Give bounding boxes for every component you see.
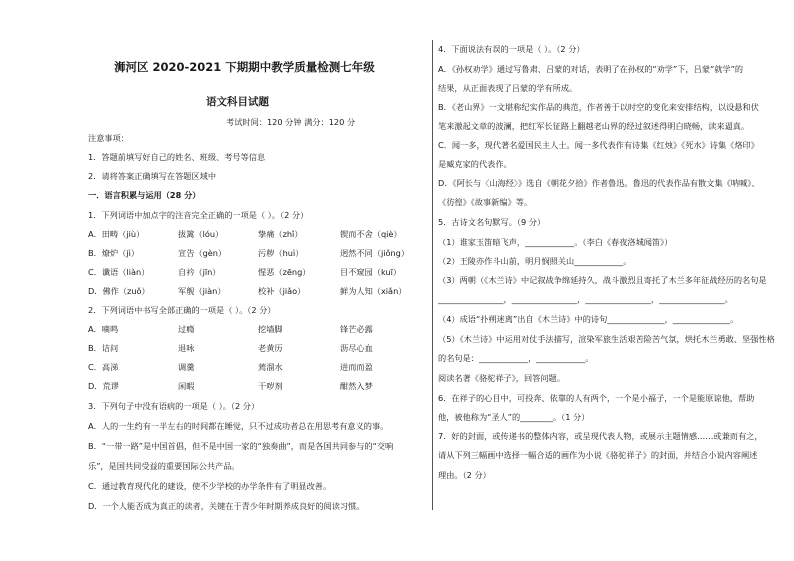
option-line: 结果，从正面表现了吕蒙的学有所成。 — [438, 83, 578, 93]
option-item: 过瘾 — [178, 324, 195, 334]
option-line: D．《阿长与〈山海经〉》选自《朝花夕拾》作者鲁迅。鲁迅的代表作品有散文集《呐喊》、 — [438, 178, 760, 188]
option-item: 锲而不舍（qiè） — [340, 229, 402, 239]
option-item: 迥然不同（jiǒng） — [340, 248, 410, 258]
option-item: D．荒谬 — [88, 381, 119, 391]
option-line: 乐”，是国共同受益的重要国际公共产品。 — [88, 461, 240, 471]
option-item: 宣告（gèn） — [178, 248, 227, 258]
option-line: 笔来激起文章的波澜，把红军长征路上翻越老山界的经过叙述得明白晓畅，读来逼真。 — [438, 121, 750, 131]
option-line: 《彷徨》《故事新编》等。 — [438, 197, 533, 207]
option-item: 老黄历 — [258, 343, 283, 353]
note-line: 1．答题前填写好自己的姓名、班级、考号等信息 — [88, 152, 266, 162]
column-divider — [432, 40, 433, 510]
question-line: 7．好的封面，或传递书的整体内容，或呈现代表人物，或展示主题情感……或兼而有之， — [438, 431, 763, 441]
option-line: A．人的一生约有一半左右的时间都在睡觉，只不过成功者总在用思考有意义的事。 — [88, 421, 389, 431]
option-item: A．嘀鸣 — [88, 324, 119, 334]
question-stem: 5．古诗文名句默写。（9 分） — [438, 217, 546, 227]
exam-title: 浉河区 2020-2021 下期期中教学质量检测七年级 — [114, 60, 375, 74]
option-item: B．燎炉（jì） — [88, 248, 140, 258]
option-item: 鲜为人知（xiǎn） — [340, 286, 407, 296]
question-line: 他，被他称为“圣人”的________。（1 分） — [438, 412, 590, 422]
question-line: 请从下列三幅画中选择一幅合适的画作为小说《骆驼祥子》的封面，并结合小说内容阐述 — [438, 450, 758, 460]
question-stem: 4．下面说法有误的一项是（ ）。（2 分） — [438, 44, 585, 54]
note-line: 2．请将答案正确填写在答题区域中 — [88, 171, 217, 181]
option-item: 污秽（huì） — [258, 248, 304, 258]
option-item: 干哕剂 — [258, 381, 283, 391]
option-item: 调羹 — [178, 362, 195, 372]
subject-title: 语文科目试题 — [206, 96, 269, 108]
recitation-line: （5）《木兰诗》中运用对仗手法描写，渲染军旅生活艰苦险苦气氛，烘托木兰勇敢、坚强性格 — [438, 334, 775, 344]
option-item: 惺恶（zēng） — [258, 267, 311, 277]
option-item: C．高涕 — [88, 362, 119, 372]
option-line: A．《孙权劝学》通过写鲁肃、吕蒙的对话，表明了在孙权的“劝学”下，吕蒙“就学”的 — [438, 64, 744, 74]
recitation-line: （2）王陵亦作斗山前，明月悯照关山____________。 — [438, 256, 632, 266]
option-line: 是臧克家的代表作。 — [438, 159, 512, 169]
recitation-line: ________________，________________，________________，________________。 — [438, 294, 733, 304]
option-item: 自衿（jīn） — [178, 267, 221, 277]
question-stem: 2．下列词语中书写全部正确的一项是（ ）。（2 分） — [88, 305, 276, 315]
option-item: B．诘问 — [88, 343, 119, 353]
option-item: 目不窥园（kuī） — [340, 267, 402, 277]
option-line: C．闻一多，现代著名爱国民主人士。闻一多代表作有诗集《红烛》《死水》诗集《烙印》 — [438, 140, 759, 150]
option-item: 退咏 — [178, 343, 195, 353]
section-heading: 一．语言积累与运用（28 分） — [88, 190, 201, 200]
recitation-line: （1）谁家玉笛暗飞声，____________。（李白《春夜洛城闻笛》） — [438, 237, 673, 247]
recitation-line: （3）两朝（《木兰诗》中记叙战争绵延持久，战斗激烈且寄托了木兰多年征战经历的名句是 — [438, 275, 767, 285]
option-item: 沥尽心血 — [340, 343, 373, 353]
option-item: 闲暇 — [178, 381, 195, 391]
question-stem: 3．下列句子中没有语病的一项是（ ）。（2 分） — [88, 401, 260, 411]
option-item: 军舰（jiàn） — [178, 286, 226, 296]
option-item: 锋芒必露 — [340, 324, 373, 334]
option-line: D．一个人能否成为真正的读者，关键在于青少年时期养成良好的阅读习惯。 — [88, 501, 365, 511]
question-stem: 1．下列词语中加点字的注音完全正确的一项是（ ）。（2 分） — [88, 210, 309, 220]
reading-heading: 阅读名著《骆驼祥子》，回答问题。 — [438, 373, 565, 383]
option-item: 校补（jiǎo） — [258, 286, 306, 296]
option-line: B．《老山界》一文堪称纪实作品的典范，作者善于以时空的变化来安排结构，以设悬和伏 — [438, 102, 759, 112]
option-line: B．“一带一路”是中国首倡，但不是中国一家的“独奏曲”，而是各国共同参与的“交响 — [88, 441, 394, 451]
question-line: 6．在祥子的心目中，可投奔、依靠的人有两个，一个是小福子，一个是能原谅他，帮助 — [438, 393, 755, 403]
notes-heading: 注意事项： — [88, 133, 129, 143]
option-line: C．通过教育现代化的建设，使不少学校的办学条件有了明显改善。 — [88, 481, 332, 491]
option-item: A．田畴（jiù） — [88, 229, 145, 239]
recitation-line: （4）成语“扑朔迷离”出自《木兰诗》中的诗句______________，______________。 — [438, 314, 739, 324]
option-item: 挚痛（zhǐ） — [258, 229, 303, 239]
option-item: 酣然入梦 — [340, 381, 373, 391]
option-item: 挖墙脚 — [258, 324, 283, 334]
option-item: 拔篱（lóu） — [178, 229, 224, 239]
option-item: C．谶语（liàn） — [88, 267, 150, 277]
question-line: 理由。（2 分） — [438, 470, 491, 480]
option-item: D．佛作（zuǒ） — [88, 286, 150, 296]
recitation-line: 的名句是：____________，____________。 — [438, 353, 594, 363]
option-item: 蔫溜水 — [258, 362, 283, 372]
exam-info: 考试时间：120 分钟 满分：120 分 — [226, 117, 356, 127]
option-item: 进而而盈 — [340, 362, 373, 372]
